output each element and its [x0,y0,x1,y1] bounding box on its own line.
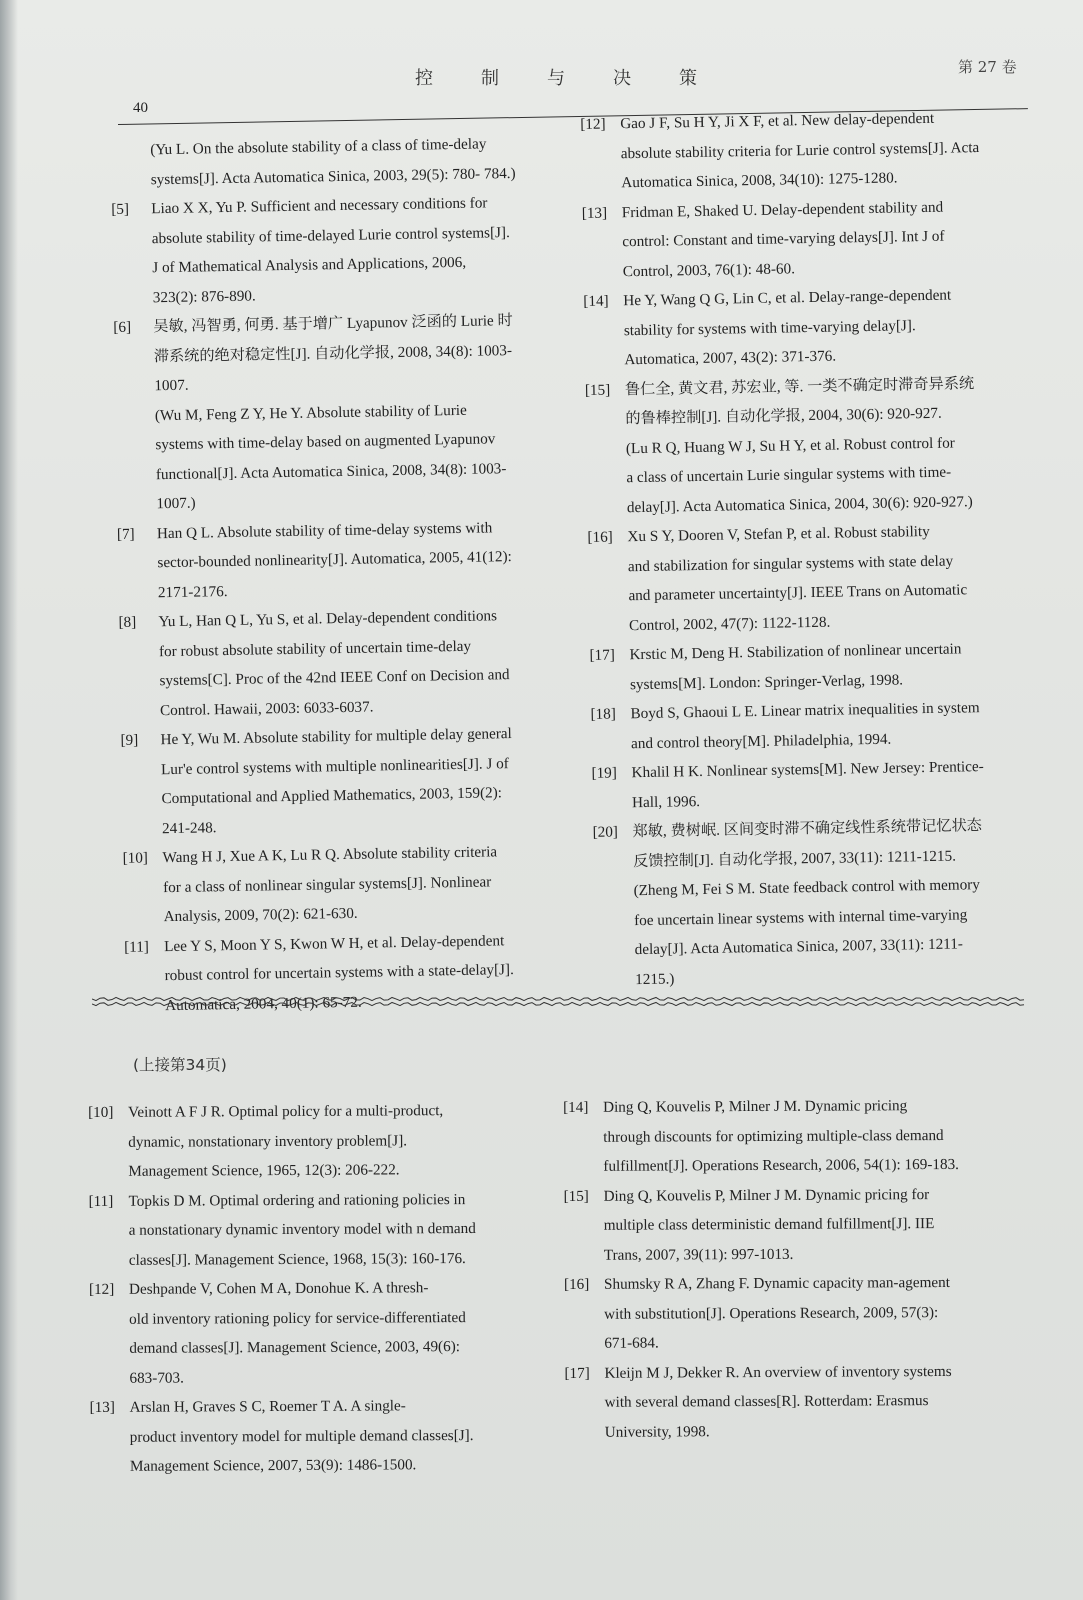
reference-line: Shumsky R A, Zhang F. Dynamic capacity man-agement [603,1273,950,1293]
reference-line: Han Q L. Absolute stability of time-delay systems with [156,518,493,542]
reference-number: [16] [587,528,613,546]
reference-list [580,102,1040,995]
reference-line: a class of uncertain Lurie singular systems with time- [626,463,952,487]
reference-number: [10] [122,849,149,867]
reference-line: Boyd S, Ghaoui L E. Linear matrix inequalities in system [630,699,980,723]
reference-line: absolute stability criteria for Lurie control systems[J]. Acta [620,138,980,162]
reference-line: systems[C]. Proc of the 42nd IEEE Conf on Decision and [159,666,510,690]
page-edge-shadow [0,0,18,1600]
reference-line: and stabilization for singular systems with state delay [627,552,954,575]
reference-number: [19] [591,764,618,782]
reference-line: with several demand classes[R]. Rotterdam: Erasmus [604,1392,929,1411]
reference-line: Ding Q, Kouvelis P, Milner J M. Dynamic pricing [603,1097,908,1116]
reference-number: [14] [563,1098,589,1116]
reference-line: Computational and Applied Mathematics, 2003, 159(2): [161,784,503,808]
reference-line: Kleijn M J, Dekker R. An overview of inventory systems [604,1362,952,1382]
reference-line: sector-bounded nonlinearity[J]. Automatica, 2005, 41(12): [157,548,512,572]
reference-number: [5] [111,200,130,218]
reference-line: Management Science, 2007, 53(9): 1486-1500. [129,1456,417,1475]
page-number: 40 [133,100,148,116]
reference-line: a nonstationary dynamic inventory model with n demand [128,1219,476,1239]
reference-number: [11] [124,937,150,956]
reference-item [580,102,1026,198]
reference-item [583,279,1029,375]
reference-continuation [110,128,551,195]
reference-number: [11] [88,1192,114,1210]
reference-line: Yu L, Han Q L, Yu S, et al. Delay-dependent conditions [158,607,498,631]
reference-item [585,368,1033,523]
reference-line: Lur'e control systems with multiple nonlinearities[J]. J of [160,754,509,778]
reference-line: Veinott A F J R. Optimal policy for a multi-product, [128,1102,444,1121]
reference-line: and parameter uncertainty[J]. IEEE Trans on Automatic [628,581,968,605]
reference-list [88,1096,535,1482]
reference-line: 683-703. [129,1369,184,1387]
reference-line: control: Constant and time-varying delays[J]. Int J of [622,227,945,251]
reference-line: 的鲁棒控制[J]. 自动化学报, 2004, 30(6): 920-927. [625,404,942,428]
reference-item [591,751,1037,818]
reference-item [564,1356,1024,1447]
reference-line: Xu S Y, Dooren V, Stefan P, et al. Robust stability [627,522,930,546]
reference-line: (Wu M, Feng Z Y, He Y. Absolute stability of Lurie [154,401,467,424]
reference-line: functional[J]. Acta Automatica Sinica, 2008, 34(8): 1003- [155,459,507,483]
reference-line: Control, 2002, 47(7): 1122-1128. [628,613,831,634]
reference-list [563,1091,1025,1447]
reference-line: Automatica, 2004, 40(1): 65-72. [165,993,362,1014]
reference-line: 反馈控制[J]. 自动化学报, 2007, 33(11): 1211-1215. [632,847,957,870]
reference-number: [15] [563,1187,589,1205]
reference-line: with substitution[J]. Operations Research, 2009, 57(3): [604,1303,939,1323]
reference-line: 1007.) [156,494,196,513]
reference-line: Hall, 1996. [631,792,701,811]
reference-line: 671-684. [604,1334,659,1352]
reference-line: Control, 2003, 76(1): 48-60. [622,259,796,280]
reference-line: 1215.) [635,969,675,988]
reference-item [564,1268,1024,1359]
reference-number: [16] [563,1275,590,1293]
reference-line: dynamic, nonstationary inventory problem[J]. [128,1131,408,1151]
reference-line: Gao J F, Su H Y, Ji X F, et al. New delay-dependent [620,109,935,133]
reference-number: [18] [590,705,617,723]
reference-line: (Zheng M, Fei S M. State feedback control with memory [633,876,981,900]
reference-number: [13] [581,204,608,222]
reference-item [592,810,1040,995]
reference-line: systems[M]. London: Springer-Verlag, 1998. [629,670,904,693]
reference-item [122,836,563,932]
references-upper-right [580,102,1040,995]
reference-line: 323(2): 876-890. [152,286,256,306]
reference-number: [6] [113,318,132,336]
reference-line: He Y, Wang Q G, Lin C, et al. Delay-range-dependent [623,286,952,310]
references-lower-left [88,1096,535,1482]
section-divider-wave [92,995,1027,1009]
reference-item [120,718,562,844]
reference-line: Fridman E, Shaked U. Delay-dependent stability and [621,198,944,221]
reference-list [111,187,565,1021]
reference-line: demand classes[J]. Management Science, 2003, 49(6): [129,1338,461,1357]
reference-line: Khalil H K. Nonlinear systems[M]. New Jersey: Prentice- [631,758,984,782]
reference-line: Lee Y S, Moon Y S, Kwon W H, et al. Delay-dependent [163,931,505,955]
reference-item [587,515,1034,641]
reference-line: Trans, 2007, 39(11): 997-1013. [603,1245,794,1264]
reference-line: Krstic M, Deng H. Stabilization of nonlinear uncertain [629,640,962,664]
reference-number: [17] [589,646,615,664]
reference-item [88,1096,533,1187]
reference-line: Liao X X, Yu P. Sufficient and necessary conditions for [151,194,488,218]
volume-label: 第 27 卷 [958,58,1017,76]
reference-line: 1007. [154,376,189,395]
reference-number: [15] [584,381,611,399]
reference-line: product inventory model for multiple demand classes[J]. [129,1426,474,1446]
reference-number: [13] [89,1398,115,1416]
reference-line: fulfillment[J]. Operations Research, 2006, 54(1): 169-183. [603,1155,959,1175]
reference-item [90,1391,535,1482]
reference-line: 郑敏, 费树岷. 区间变时滞不确定线性系统带记忆状态 [632,817,983,841]
reference-line: systems[J]. Acta Automatica Sinica, 2003, 29(5): 780- [150,165,481,188]
reference-line: 784.) [483,164,516,182]
reference-line: 241-248. [161,818,217,837]
reference-number: [17] [564,1364,590,1382]
reference-item [113,305,557,519]
reference-item [563,1091,1023,1182]
reference-item [589,633,1035,700]
reference-line: 鲁仁全, 黄文君, 苏宏业, 等. 一类不确定时滞奇异系统 [624,374,975,398]
reference-number: [12] [88,1280,115,1298]
reference-line: for robust absolute stability of uncertain time-delay [158,637,472,660]
reference-number: [8] [118,613,137,631]
reference-line: through discounts for optimizing multiple-class demand [603,1126,944,1146]
reference-line: (Lu R Q, Huang W J, Su H Y, et al. Robust control for [625,434,955,457]
reference-line: 吴敏, 冯智勇, 何勇. 基于增广 Lyapunov 泛函的 Lurie 时 [153,312,513,336]
reference-line: Deshpande V, Cohen M A, Donohue K. A thresh- [128,1279,429,1298]
reference-item [582,191,1028,287]
reference-item [118,600,560,726]
reference-line: foe uncertain linear systems with internal time-varying [633,905,968,929]
reference-line: systems with time-delay based on augmented Lyapunov [155,430,496,454]
continued-from-label: (上接第34页) [133,1056,227,1074]
reference-item [89,1273,535,1393]
reference-line: J of Mathematical Analysis and Applications, 2006, [152,253,467,277]
reference-line: delay[J]. Acta Automatica Sinica, 2007, 33(11): 1211- [634,935,964,959]
reference-item [563,1179,1023,1270]
reference-line: He Y, Wu M. Absolute stability for multiple delay general [160,725,512,749]
reference-item [117,512,558,608]
reference-line: Automatica Sinica, 2008, 34(10): 1275-1280. [621,169,898,192]
reference-number: [12] [580,115,606,133]
reference-line: Management Science, 1965, 12(3): 206-222. [128,1161,400,1180]
reference-line: Automatica, 2007, 43(2): 371-376. [624,347,837,369]
reference-item [111,187,553,313]
reference-line: absolute stability of time-delayed Lurie control systems[J]. [151,223,510,247]
reference-line: multiple class deterministic demand fulfillment[J]. IIE [603,1215,935,1234]
reference-line: Control. Hawaii, 2003: 6033-6037. [159,697,374,719]
references-upper-left [110,128,565,1021]
reference-line: robust control for uncertain systems with a state-delay[J]. [164,961,514,985]
journal-title: 控制与决策 [415,68,745,89]
reference-line: (Yu L. On the absolute stability of a class of time-delay [150,135,487,159]
reference-number: [14] [583,292,609,310]
reference-line: classes[J]. Management Science, 1968, 15(3): 160-176. [128,1249,466,1269]
reference-line: old inventory rationing policy for service-differentiated [129,1308,466,1328]
reference-line: Ding Q, Kouvelis P, Milner J M. Dynamic pricing for [603,1185,930,1205]
reference-line: and control theory[M]. Philadelphia, 1994. [630,730,892,752]
reference-number: [10] [88,1103,114,1121]
reference-line: 2171-2176. [157,582,228,601]
reference-line: for a class of nonlinear singular systems[J]. Nonlinear [162,872,492,896]
reference-line: University, 1998. [604,1422,710,1441]
reference-line: 滞系统的绝对稳定性[J]. 自动化学报, 2008, 34(8): 1003- [153,341,513,365]
reference-line: Analysis, 2009, 70(2): 621-630. [163,904,358,926]
reference-line: Arslan H, Graves S C, Roemer T A. A single- [129,1397,406,1416]
reference-line: Topkis D M. Optimal ordering and rationing policies in [128,1190,466,1210]
reference-number: [9] [120,731,139,749]
reference-number: [20] [592,823,619,841]
reference-item [88,1184,533,1275]
references-lower-right [563,1091,1025,1447]
reference-item [590,692,1036,759]
reference-number: [7] [116,525,135,543]
reference-line: Wang H J, Xue A K, Lu R Q. Absolute stability criteria [162,843,498,867]
reference-line: delay[J]. Acta Automatica Sinica, 2004, 30(6): 920-927.) [626,492,973,516]
reference-line: stability for systems with time-varying delay[J]. [623,316,916,339]
